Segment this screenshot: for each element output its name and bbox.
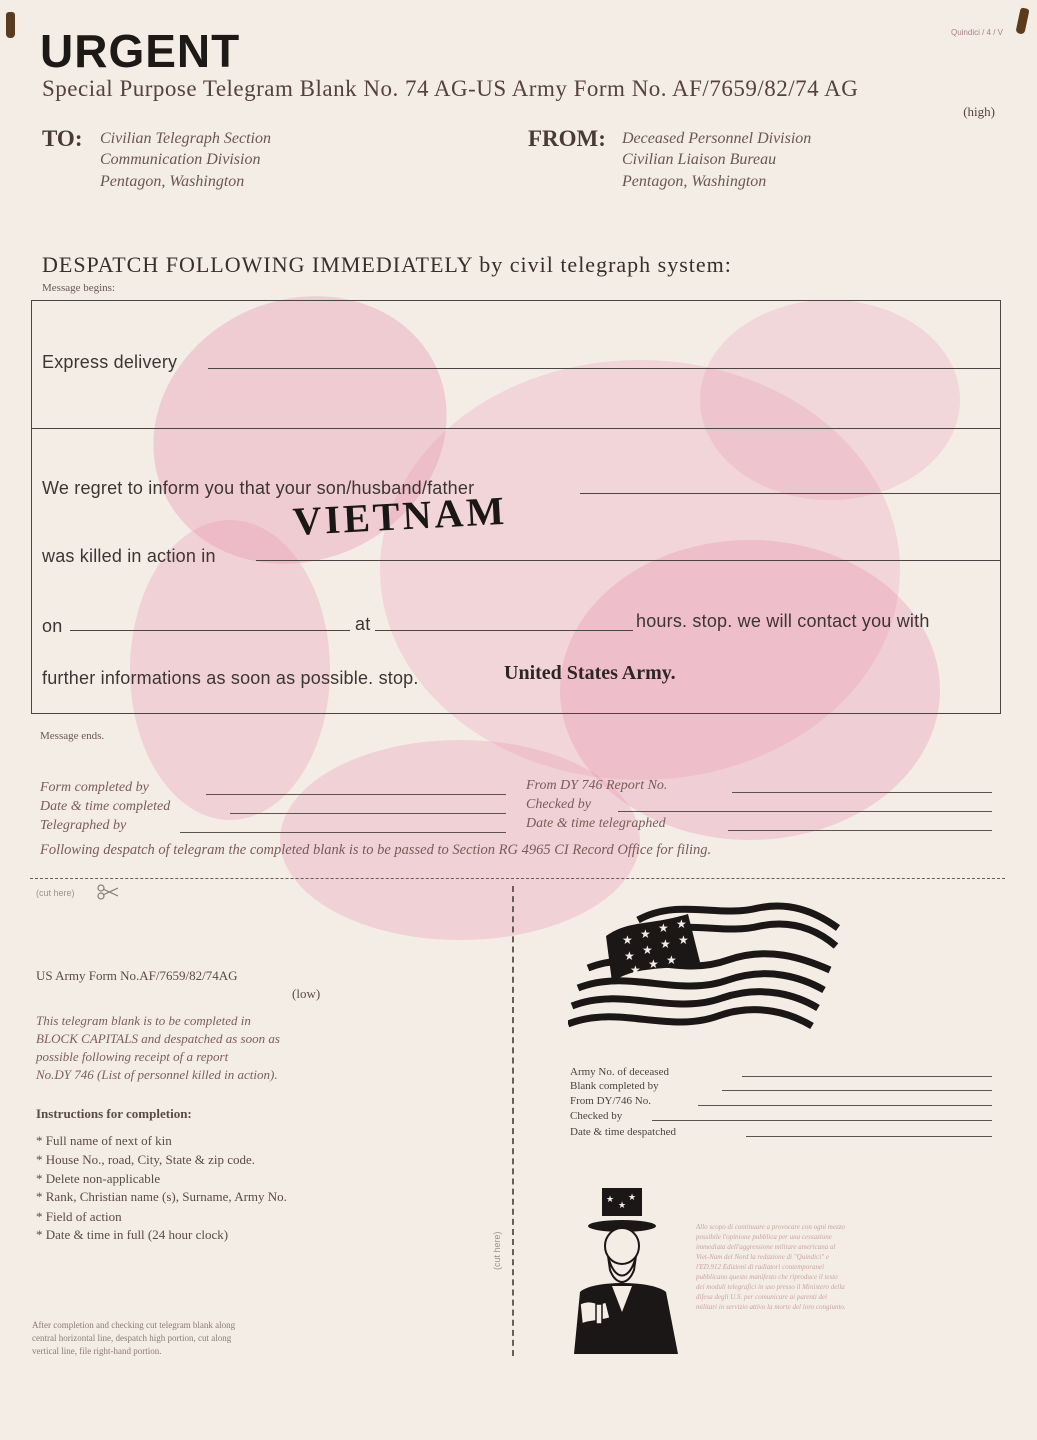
express-delivery-line[interactable]: [208, 368, 1000, 369]
after-note-3: vertical line, file right-hand portion.: [32, 1346, 162, 1356]
army-no-label: Army No. of deceased: [570, 1066, 669, 1078]
low-priority: (low): [292, 986, 321, 1001]
form-subtitle: Special Purpose Telegram Blank No. 74 AG-US Army Form No. AF/7659/82/74 AG: [42, 76, 859, 101]
instr-italic-1: This telegram blank is to be completed in: [36, 1013, 251, 1028]
filing-note: Following despatch of telegram the completed blank is to be passed to Section RG 4965 CI Record Office for filing.: [40, 842, 712, 858]
instruction-item: * Delete non-applicable: [36, 1171, 161, 1186]
army-signature: United States Army.: [504, 662, 676, 684]
svg-text:★: ★: [630, 963, 641, 977]
to-label: TO:: [42, 126, 83, 151]
to-line-2: Communication Division: [100, 151, 261, 168]
cut-here-vertical-label: (cut here): [492, 1231, 502, 1270]
svg-text:★: ★: [678, 933, 689, 947]
cut-here-label: (cut here): [36, 888, 75, 898]
svg-text:★: ★: [642, 943, 653, 957]
instructions-heading: Instructions for completion:: [36, 1106, 192, 1121]
despatch-heading: DESPATCH FOLLOWING IMMEDIATELY by civil telegraph system:: [42, 252, 732, 277]
svg-text:★: ★: [640, 927, 651, 941]
from-line-1: Deceased Personnel Division: [622, 130, 812, 147]
instruction-item: * Full name of next of kin: [36, 1133, 172, 1148]
checked-by-right-line[interactable]: [652, 1120, 992, 1121]
horizontal-cut-line: [30, 878, 1005, 879]
time-line[interactable]: [375, 630, 633, 631]
checked-by-right-label: Checked by: [570, 1110, 623, 1122]
blank-completed-label: Blank completed by: [570, 1080, 659, 1092]
from-line-3: Pentagon, Washington: [622, 173, 767, 190]
express-delivery-label: Express delivery: [42, 352, 178, 372]
to-line-1: Civilian Telegraph Section: [100, 130, 271, 147]
checked-by-label: Checked by: [526, 797, 591, 812]
to-line-3: Pentagon, Washington: [100, 173, 245, 190]
killed-text: was killed in action in: [42, 546, 216, 566]
low-form-number: US Army Form No.AF/7659/82/74AG: [36, 968, 238, 983]
corner-note: Quindici / 4 / V: [950, 28, 1003, 37]
checked-by-line[interactable]: [618, 811, 992, 812]
date-telegraphed-label: Date & time telegraphed: [526, 816, 666, 831]
thumbtack-icon: [6, 12, 15, 38]
form-completed-line[interactable]: [206, 794, 506, 795]
location-stamp: VIETNAM: [291, 487, 508, 545]
on-label: on: [42, 616, 63, 636]
dy-no-label: From DY/746 No.: [570, 1095, 651, 1107]
instruction-item: * Rank, Christian name (s), Surname, Army No.: [36, 1189, 287, 1204]
blank-completed-line[interactable]: [722, 1090, 992, 1091]
date-completed-label: Date & time completed: [40, 799, 171, 814]
svg-text:★: ★: [648, 957, 659, 971]
army-no-line[interactable]: [742, 1076, 992, 1077]
telegraphed-by-label: Telegraphed by: [40, 818, 127, 833]
date-despatched-line[interactable]: [746, 1136, 992, 1137]
instr-italic-2: BLOCK CAPITALS and despatched as soon as: [36, 1031, 280, 1046]
instr-italic-4: No.DY 746 (List of personnel killed in action).: [36, 1067, 278, 1082]
instruction-item: * Date & time in full (24 hour clock): [36, 1227, 229, 1242]
svg-text:★: ★: [622, 933, 633, 947]
svg-text:★: ★: [628, 1193, 637, 1203]
svg-text:★: ★: [618, 1201, 627, 1211]
svg-text:★: ★: [606, 1195, 615, 1205]
after-note-1: After completion and checking cut telegram blank along: [32, 1320, 236, 1330]
svg-text:★: ★: [660, 937, 671, 951]
scissors-icon: [96, 884, 120, 900]
message-begins: Message begins:: [42, 282, 116, 294]
italian-note: Allo scopo di continuare a provocare con ogni mezzo possibile l'opinione pubblica per una cessazione immediata dell'aggressione militare americana al Viet-Nam del Nord la redazione di "Quindici" e l'ED.912 Edizioni di radiatori contemporanei pubblicano questo manifesto che riproduce il testo dei moduli telegrafici in uso presso il Ministero della difesa degli U.S. per comunicare ai parenti dei militari in servizio attivo la morte del loro congiunto.: [696, 1223, 846, 1311]
dy-no-line[interactable]: [698, 1105, 992, 1106]
date-telegraphed-line[interactable]: [728, 830, 992, 831]
uncle-sam-icon: [566, 1186, 688, 1354]
from-label: FROM:: [528, 126, 606, 151]
svg-text:★: ★: [658, 921, 669, 935]
date-despatched-label: Date & time despatched: [570, 1126, 676, 1138]
relation-line[interactable]: [580, 493, 1000, 494]
telegraphed-by-line[interactable]: [180, 832, 506, 833]
svg-text:★: ★: [676, 917, 687, 931]
hours-text: hours. stop. we will contact you with: [636, 611, 930, 631]
us-flag-icon: [568, 898, 842, 1046]
report-no-label: From DY 746 Report No.: [526, 778, 668, 793]
date-line[interactable]: [70, 630, 350, 631]
form-completed-label: Form completed by: [40, 780, 149, 795]
page-title: URGENT: [40, 25, 241, 77]
after-note-2: central horizontal line, despatch high portion, cut along: [32, 1333, 232, 1343]
instr-italic-3: possible following receipt of a report: [36, 1049, 229, 1064]
instruction-item: * Field of action: [36, 1209, 122, 1224]
priority-high: (high): [963, 104, 995, 119]
at-label: at: [355, 614, 371, 634]
date-completed-line[interactable]: [230, 813, 506, 814]
svg-text:★: ★: [666, 953, 677, 967]
message-ends: Message ends.: [40, 730, 105, 742]
further-text: further informations as soon as possible. stop.: [42, 668, 419, 688]
report-no-line[interactable]: [732, 792, 992, 793]
regret-text: We regret to inform you that your son/husband/father: [42, 478, 475, 498]
from-line-2: Civilian Liaison Bureau: [622, 151, 777, 168]
svg-text:★: ★: [624, 949, 635, 963]
instruction-item: * House No., road, City, State & zip code.: [36, 1152, 256, 1167]
thumbtack-icon: [1015, 7, 1029, 34]
location-line[interactable]: [256, 560, 1000, 561]
box-divider: [31, 428, 1001, 429]
vertical-cut-line: [512, 886, 514, 1356]
